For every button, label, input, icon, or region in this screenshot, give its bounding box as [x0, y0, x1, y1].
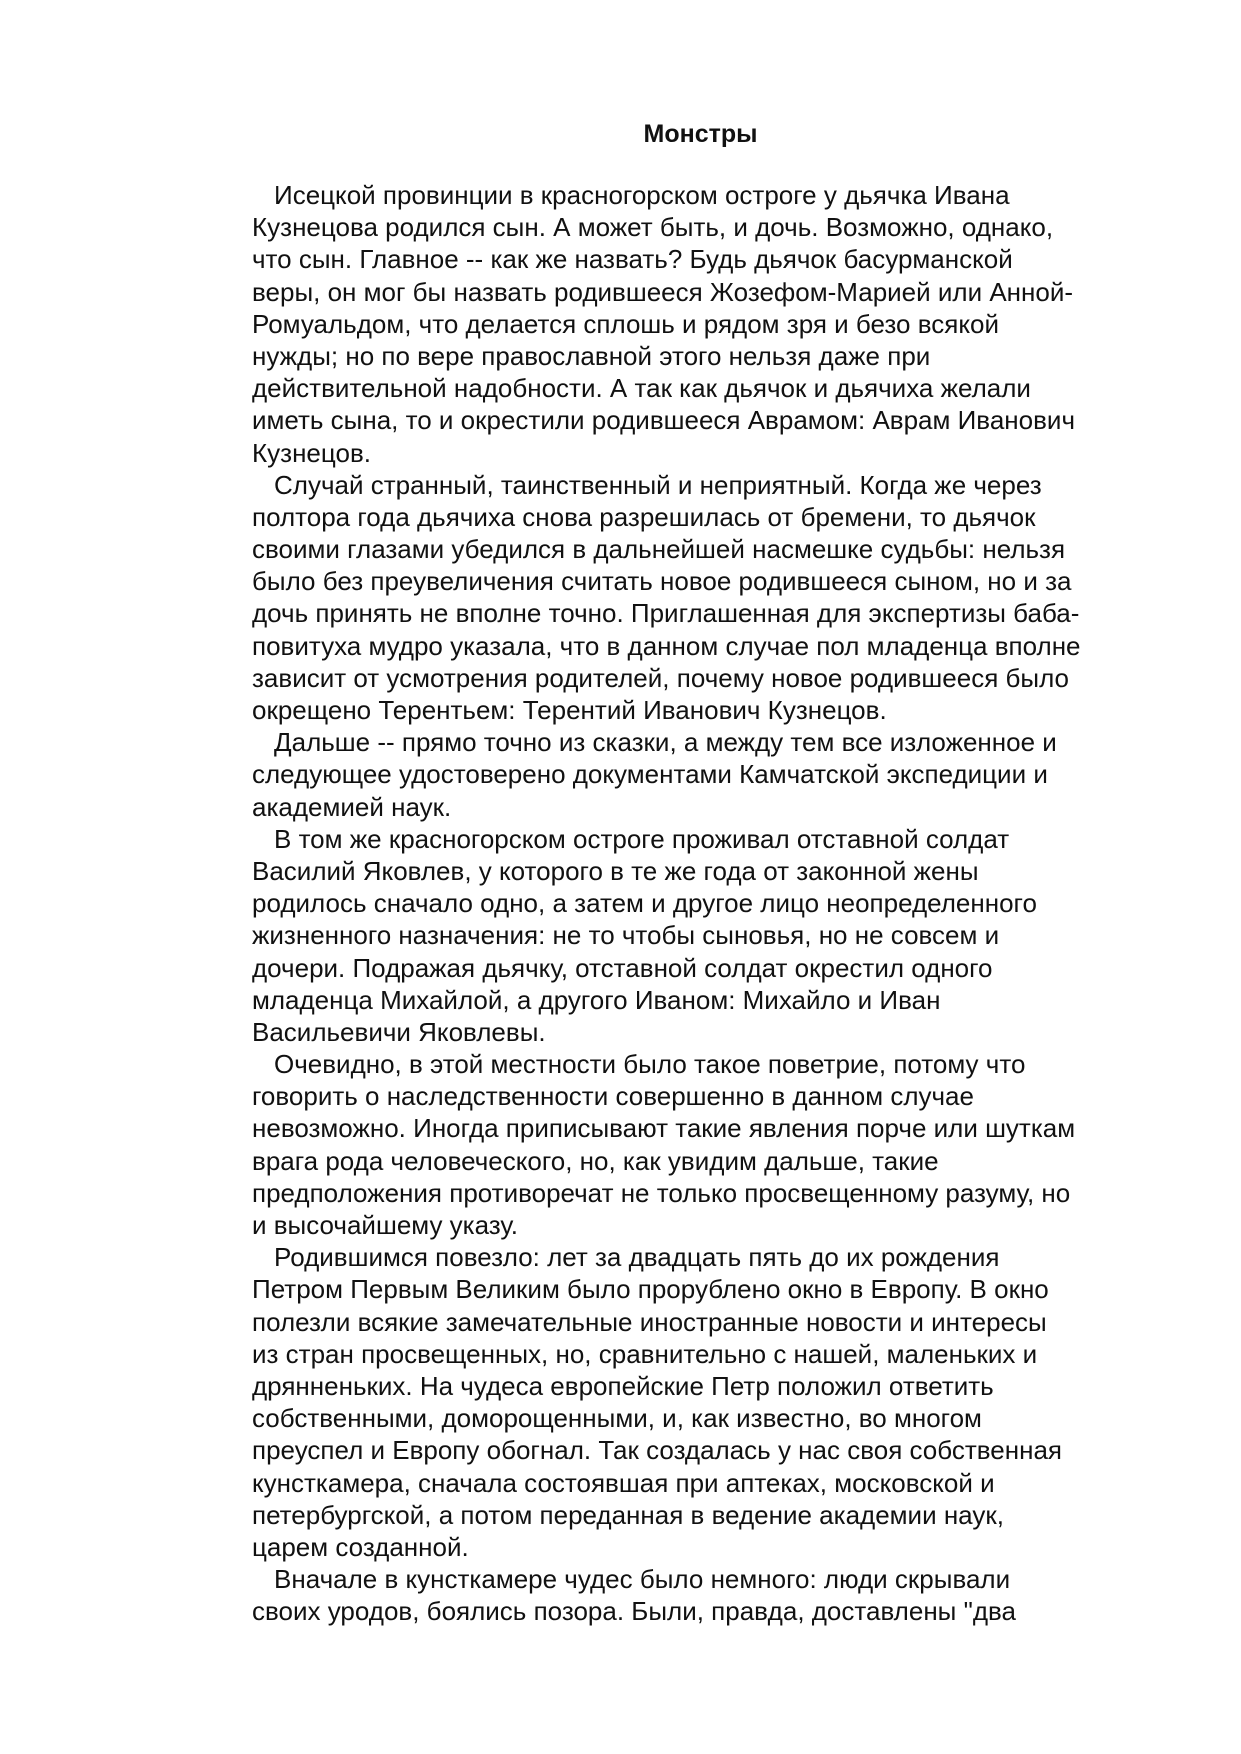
- paragraph-first-line: Вначале в кунсткамере чудес было немного: люди скрывали: [274, 1564, 1011, 1595]
- text-line: Петром Первым Великим было прорублено окно в Европу. В окно: [252, 1274, 1049, 1305]
- text-line: своими глазами убедился в дальнейшей насмешке судьбы: нельзя: [252, 534, 1066, 565]
- paragraph-first-line: Родившимся повезло: лет за двадцать пять до их рождения: [274, 1242, 1000, 1273]
- text-line: дрянненьких. На чудеса европейские Петр положил ответить: [252, 1370, 994, 1401]
- text-line: веры, он мог бы назвать родившееся Жозефом-Марией или Анной-: [252, 276, 1074, 307]
- text-line: родилось сначало одно, а затем и другое лицо неопределенного: [252, 888, 1037, 919]
- text-line: Кузнецов.: [252, 437, 371, 468]
- text-line: повитуха мудро указала, что в данном случае пол младенца вполне: [252, 630, 1081, 661]
- page-title: Монстры: [643, 120, 758, 148]
- text-line: что сын. Главное -- как же назвать? Будь дьячок басурманской: [252, 244, 1013, 275]
- text-line: царем созданной.: [252, 1531, 469, 1562]
- text-line: полезли всякие замечательные иностранные новости и интересы: [252, 1306, 1047, 1337]
- text-line: полтора года дьячиха снова разрешилась от бремени, то дьячок: [252, 501, 1036, 532]
- text-line: своих уродов, боялись позора. Были, правда, доставлены "два: [252, 1596, 1016, 1627]
- text-line: Ромуальдом, что делается сплошь и рядом зря и безо всякой: [252, 308, 999, 339]
- text-line: предположения противоречат не только просвещенному разуму, но: [252, 1177, 1071, 1208]
- text-line: кунсткамера, сначала состоявшая при аптеках, московской и: [252, 1467, 995, 1498]
- body-text: [252, 179, 1152, 1627]
- text-line: дочери. Подражая дьячку, отставной солдат окрестил одного: [252, 952, 993, 983]
- text-line: и высочайшему указу.: [252, 1210, 519, 1240]
- text-line: Васильевичи Яковлевы.: [252, 1016, 546, 1047]
- text-line: иметь сына, то и окрестили родившееся Аврамом: Аврам Иванович: [252, 405, 1075, 436]
- paragraph-first-line: Случай странный, таинственный и неприятный. Когда же через: [274, 469, 1042, 500]
- text-line: было без преувеличения считать новое родившееся сыном, но и за: [252, 566, 1072, 597]
- text-line: нужды; но по вере православной этого нельзя даже при: [252, 340, 931, 371]
- text-line: Василий Яковлев, у которого в те же года от законной жены: [252, 855, 979, 886]
- text-line: собственными, доморощенными, и, как известно, во многом: [252, 1403, 982, 1434]
- paragraph-first-line: Дальше -- прямо точно из сказки, а между тем все изложенное и: [274, 727, 1057, 758]
- paragraph-first-line: Исецкой провинции в красногорском остроге у дьячка Ивана: [274, 180, 1010, 210]
- text-line: врага рода человеческого, но, как увидим дальше, такие: [252, 1145, 939, 1176]
- text-line: академией наук.: [252, 791, 452, 822]
- text-line: говорить о наследственности совершенно в данном случае: [252, 1081, 974, 1112]
- text-line: из стран просвещенных, но, сравнительно с нашей, маленьких и: [252, 1338, 1038, 1369]
- text-line: окрещено Терентьем: Терентий Иванович Кузнецов.: [252, 695, 887, 725]
- text-line: петербургской, а потом переданная в ведение академии наук,: [252, 1499, 1004, 1530]
- text-line: жизненного назначения: не то чтобы сыновья, но не совсем и: [252, 920, 1000, 951]
- text-line: зависит от усмотрения родителей, почему новое родившееся было: [252, 662, 1070, 693]
- text-line: младенца Михайлой, а другого Иваном: Михайло и Иван: [252, 984, 941, 1015]
- paragraph-first-line: В том же красногорском остроге проживал отставной солдат: [274, 823, 1010, 854]
- text-line: преуспел и Европу обогнал. Так создалась у нас своя собственная: [252, 1435, 1062, 1466]
- text-line: Кузнецова родился сын. А может быть, и дочь. Возможно, однако,: [252, 212, 1054, 243]
- paragraph-first-line: Очевидно, в этой местности было такое поветрие, потому что: [274, 1049, 1026, 1080]
- text-line: следующее удостоверено документами Камчатской экспедиции и: [252, 759, 1048, 790]
- text-line: действительной надобности. А так как дьячок и дьячиха желали: [252, 373, 1031, 404]
- text-line: дочь принять не вполне точно. Приглашенная для экспертизы баба-: [252, 598, 1080, 629]
- text-line: невозможно. Иногда приписывают такие явления порче или шуткам: [252, 1113, 1076, 1144]
